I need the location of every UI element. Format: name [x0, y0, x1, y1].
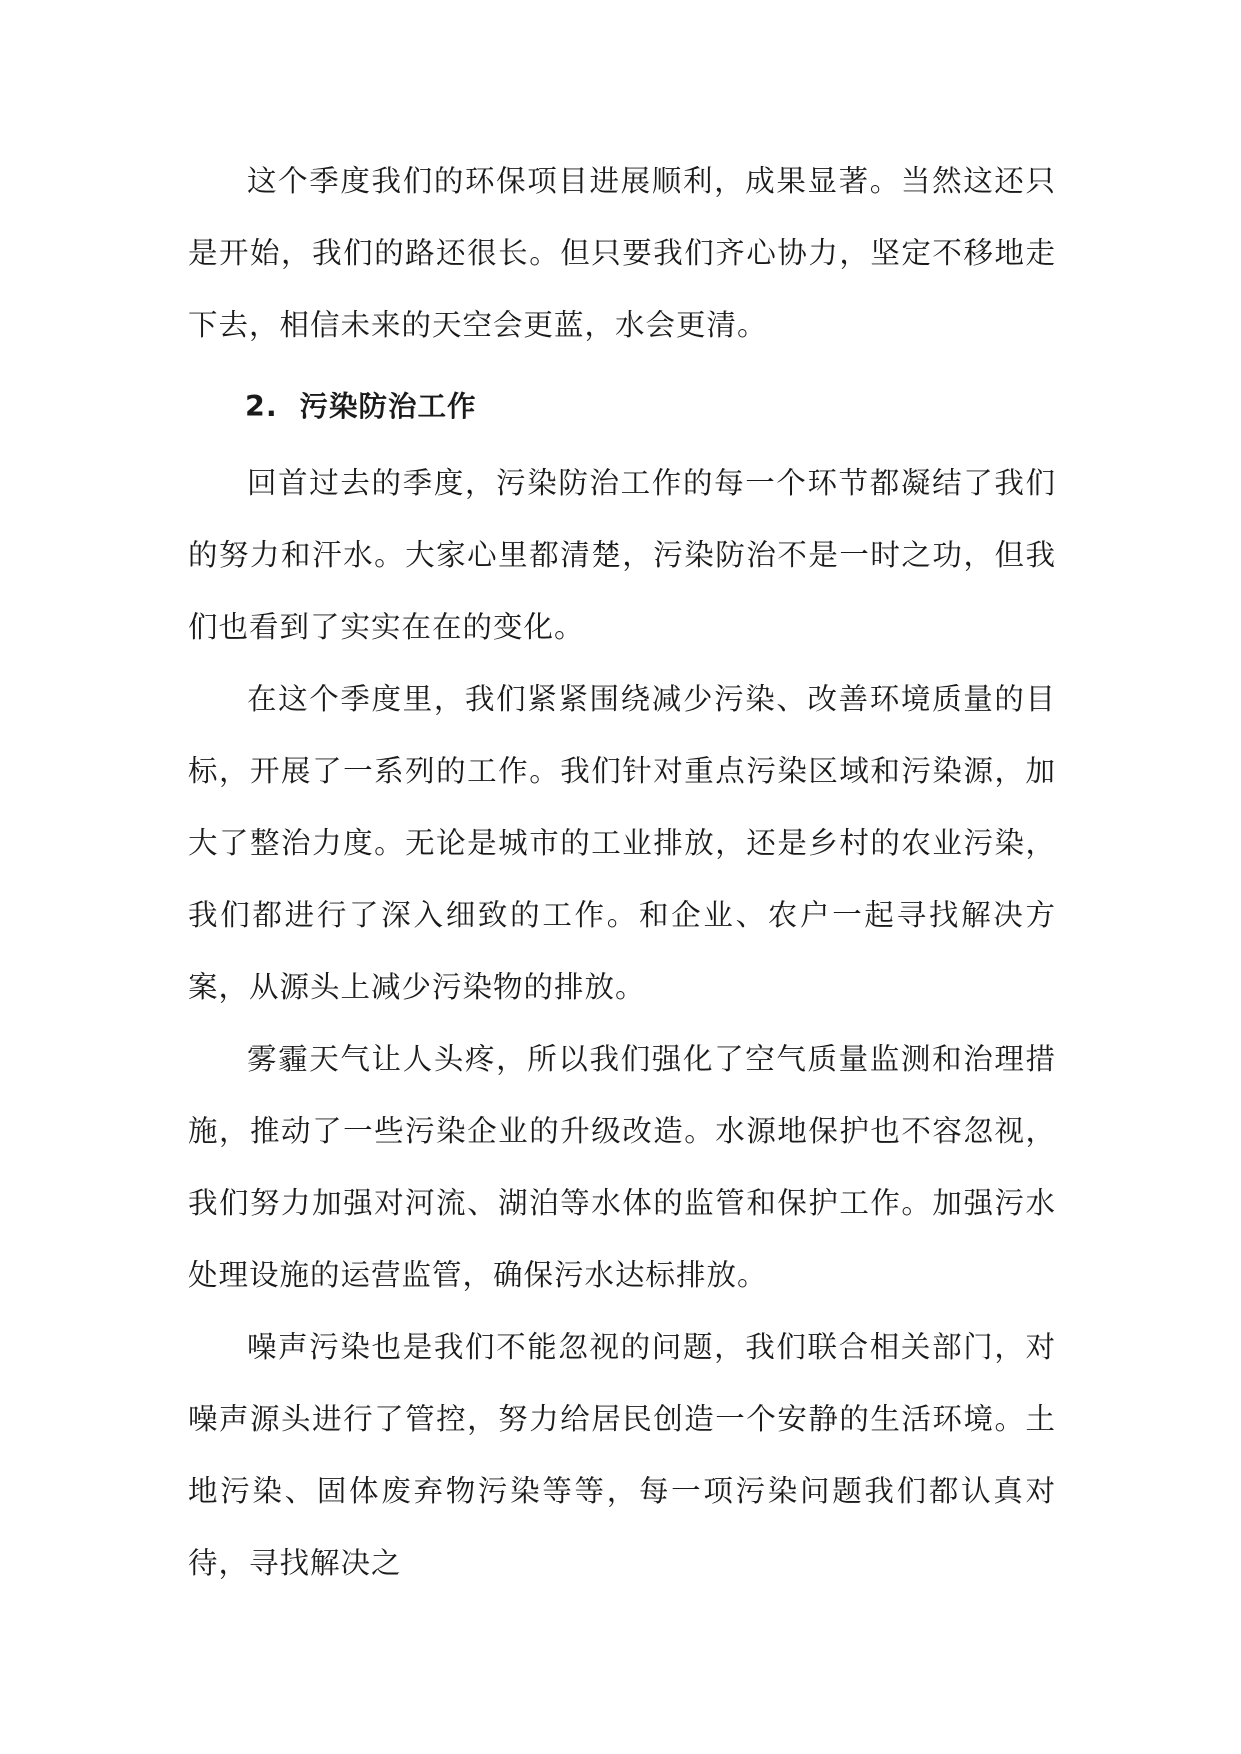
paragraph: 回首过去的季度，污染防治工作的每一个环节都凝结了我们的努力和汗水。大家心里都清楚，污染防治不是一时之功，但我们也看到了实实在在的变化。	[188, 466, 1056, 644]
paragraph: 噪声污染也是我们不能忽视的问题，我们联合相关部门，对噪声源头进行了管控，努力给居民创造一个安静的生活环境。土地污染、固体废弃物污染等等，每一项污染问题我们都认真对待，寻找解决之	[188, 1330, 1056, 1580]
paragraph: 在这个季度里，我们紧紧围绕减少污染、改善环境质量的目标，开展了一系列的工作。我们针对重点污染区域和污染源，加大了整治力度。无论是城市的工业排放，还是乡村的农业污染，我们都进行了深入细致的工作。和企业、农户一起寻找解决方案，从源头上减少污染物的排放。	[188, 682, 1056, 1004]
document-body	[188, 145, 1056, 1599]
section-title: 污染防治工作	[299, 390, 477, 423]
section-heading	[188, 371, 1056, 443]
paragraph-intro: 这个季度我们的环保项目进展顺利，成果显著。当然这还只是开始，我们的路还很长。但只要我们齐心协力，坚定不移地走下去，相信未来的天空会更蓝，水会更清。	[188, 164, 1056, 342]
paragraph: 雾霾天气让人头疼，所以我们强化了空气质量监测和治理措施，推动了一些污染企业的升级改造。水源地保护也不容忽视，我们努力加强对河流、湖泊等水体的监管和保护工作。加强污水处理设施的运营监管，确保污水达标排放。	[188, 1042, 1056, 1292]
section-number: 2.	[245, 390, 278, 423]
